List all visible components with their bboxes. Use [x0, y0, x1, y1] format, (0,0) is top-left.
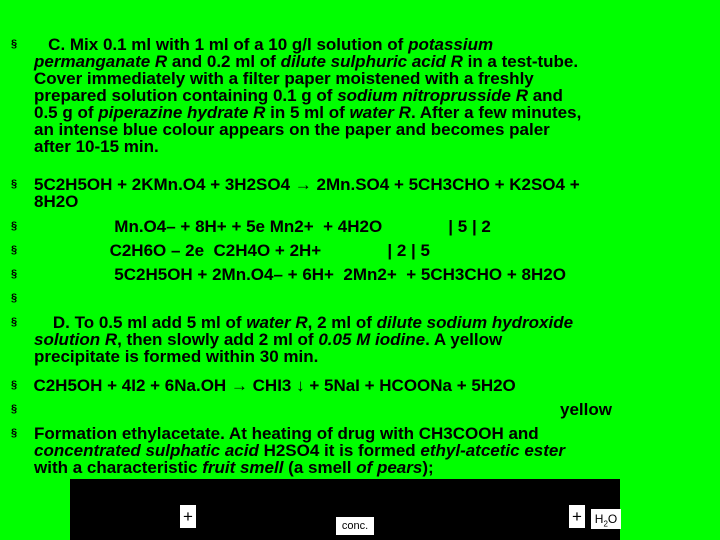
conc-label: conc. [336, 517, 374, 535]
yellow-label: yellow [560, 400, 612, 419]
water-label: $H_2O$ [591, 509, 621, 529]
bullet-icon: § [10, 316, 18, 328]
test-d-paragraph: D. To 0.5 ml add 5 ml of water R, 2 ml of dilute sodium hydroxide solution R, then slowly add 2 ml of 0.05 M iodine. A yellow precipitate is formed within 30 min. [34, 313, 574, 366]
bullet-icon: § [10, 379, 18, 391]
bullet-icon: § [10, 178, 18, 190]
bullet-icon: § [10, 268, 18, 280]
bullet-icon: § [10, 403, 18, 415]
plus-sign-left: + [180, 505, 196, 528]
iodoform-equation: C2H5OH + 4I2 + 6Na.OH → CHI3 ↓ + 5NaI + HCOONa + 5H2O [24, 376, 516, 395]
down-arrow-icon: ↓ [296, 376, 305, 395]
ethylacetate-paragraph: Formation ethylacetate. At heating of drug with CH3COOH and concentrated sulphatic acid H2SO4 it is formed ethyl-atcetic ester with a characteristic fruit smell (a smell of pears); [34, 424, 565, 477]
test-c-paragraph: C. Mix 0.1 ml with 1 ml of a 10 g/l solution of potassium permanganate R and 0.2 ml of dilute sulphuric acid R in a test-tube. Cover immediately with a filter paper moistened with a freshly prepared solution containing 0.1 g of sodium nitroprusside R and 0.5 g of piperazine hydrate R in 5 ml of water R. After a few minutes, an intense blue colour appears on the paper and becomes paler after 10-15 min. [34, 35, 582, 156]
bullet-icon: § [10, 292, 18, 304]
bullet-icon: § [10, 427, 18, 439]
right-arrow-icon: → [230, 376, 248, 395]
bullet-icon: § [10, 244, 18, 256]
equation-oxidation: 5C2H5OH + 2KMn.O4 + 3H2SO4 → 2Mn.SO4 + 5CH3CHO + K2SO4 + 8H2O [34, 175, 580, 211]
half-reaction-permanganate: Mn.O4– + 8H+ + 5e Mn2+ + 4H2O | 5 | 2 [34, 217, 491, 236]
half-reaction-ethanol: C2H6O – 2e C2H4O + 2H+ | 2 | 5 [34, 241, 430, 260]
plus-sign-right: + [569, 505, 585, 528]
net-ionic-equation: 5C2H5OH + 2Mn.O4– + 6H+ 2Mn2+ + 5CH3CHO + 8H2O [34, 265, 566, 284]
bullet-icon: § [10, 220, 18, 232]
bullet-icon: § [10, 38, 18, 50]
